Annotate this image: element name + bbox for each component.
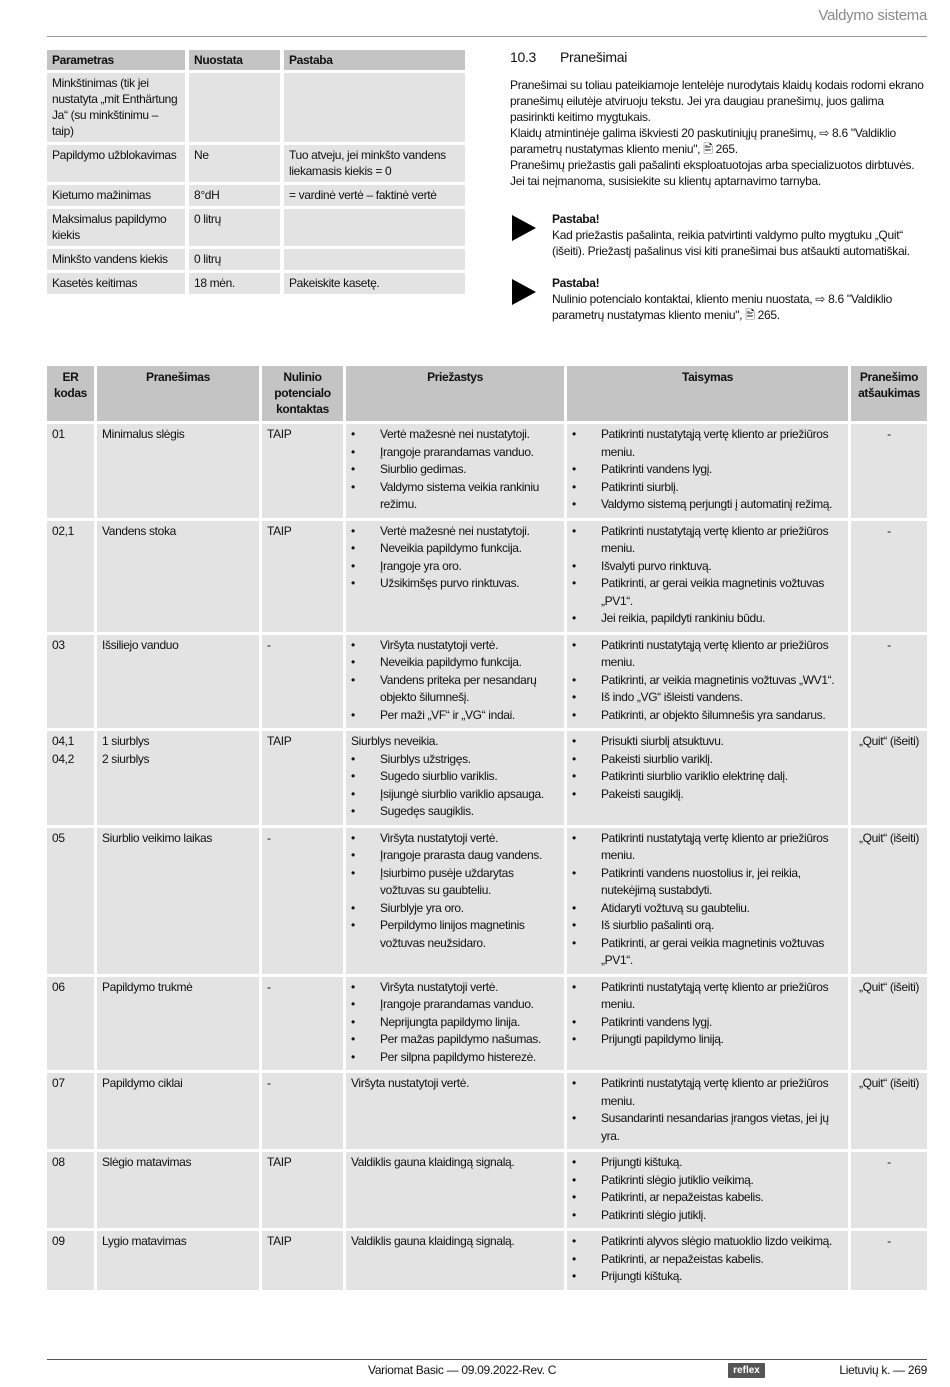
note-title: Pastaba! <box>552 212 600 226</box>
table-row <box>47 731 927 825</box>
list-item: • Viršyta nustatytoji vertė. <box>351 830 559 848</box>
section-number: 10.3 <box>510 49 537 65</box>
list-item: • Patikrinti vandens lygį. <box>572 461 843 479</box>
remedies-list <box>572 733 843 803</box>
settings-cell: Minkštinimas (tik jei nustatyta „mit Enthärtung Ja“ (su minkštinimu – taip) <box>47 73 189 142</box>
list-item: • Iš indo „VG“ išleisti vandens. <box>572 689 843 707</box>
acknowledge-cell: - <box>851 1231 927 1290</box>
cause-intro: Valdiklis gauna klaidingą signalą. <box>351 1234 515 1248</box>
settings-row <box>47 145 465 182</box>
list-item: • Patikrinti nustatytąją vertę kliento ar priežiūros meniu. <box>572 979 843 1014</box>
acknowledge-cell: „Quit“ (išeiti) <box>851 1073 927 1149</box>
list-item: • Vandens priteka per nesandarų objekto šilumnešį. <box>351 672 559 707</box>
settings-row <box>47 73 465 142</box>
list-item: • Patikrinti, ar nepažeistas kabelis. <box>572 1189 843 1207</box>
messages-table <box>47 363 927 1293</box>
note-text: Nulinio potencialo kontaktai, kliento meniu nuostata, ⇨ 8.6 "Valdiklio parametrų nustatymas kliento meniu", 🖹 265. <box>552 292 892 322</box>
list-item: • Per silpna papildymo histerezė. <box>351 1049 559 1067</box>
er-code: 08 <box>52 1155 65 1169</box>
page-header-title: Valdymo sistema <box>818 7 927 24</box>
list-item: • Patikrinti siurblį. <box>572 479 843 497</box>
message-cell <box>97 521 262 632</box>
settings-header-cell: Pastaba <box>284 50 465 70</box>
message-text: Lygio matavimas <box>102 1234 187 1248</box>
header-rule <box>47 36 927 37</box>
remedies-cell <box>567 424 851 518</box>
list-item: • Patikrinti slėgio jutiklio veikimą. <box>572 1172 843 1190</box>
remedies-list <box>572 523 843 628</box>
list-item: • Prisukti siurblį atsuktuvu. <box>572 733 843 751</box>
remedies-cell <box>567 977 851 1071</box>
section-paragraph: Pranešimai su toliau pateikiamoje lentelėje nurodytais klaidų kodais rodomi ekrano pranešimų eilutėje atviruoju tekstu. Jei yra daugiau pranešimų, juos galima pasirinkti keitimo mygtukais. <box>510 78 924 124</box>
acknowledge-cell: - <box>851 1152 927 1228</box>
list-item: • Valdymo sistema veikia rankiniu režimu. <box>351 479 559 514</box>
remedies-cell <box>567 1073 851 1149</box>
list-item: • Viršyta nustatytoji vertė. <box>351 637 559 655</box>
causes-cell <box>346 977 567 1071</box>
er-code: 09 <box>52 1234 65 1248</box>
causes-list <box>351 830 559 953</box>
section-paragraph: Pranešimų priežastis gali pašalinti eksploatuotojas arba specializuotos dirbtuvės. Jei tai neįmanoma, susisiekite su klientų aptarnavimo tarnyba. <box>510 158 915 188</box>
causes-cell <box>346 521 567 632</box>
acknowledge-cell: „Quit“ (išeiti) <box>851 977 927 1071</box>
list-item: • Jei reikia, papildyti rankiniu būdu. <box>572 610 843 628</box>
causes-list <box>351 523 559 593</box>
settings-header-cell: Parametras <box>47 50 189 70</box>
list-item: • Patikrinti nustatytąją vertę kliento ar priežiūros meniu. <box>572 637 843 672</box>
er-code-cell <box>47 1152 97 1228</box>
message-text: 2 siurblys <box>102 751 150 766</box>
cause-intro: Viršyta nustatytoji vertė. <box>351 1076 470 1090</box>
list-item: • Viršyta nustatytoji vertė. <box>351 979 559 997</box>
list-item: • Įrangoje prarandamas vanduo. <box>351 444 559 462</box>
footer-rule <box>47 1359 927 1360</box>
list-item: • Per maži „VF“ ir „VG“ indai. <box>351 707 559 725</box>
list-item: • Patikrinti, ar nepažeistas kabelis. <box>572 1251 843 1269</box>
settings-cell <box>284 73 465 142</box>
list-item: • Įsijungė siurblio variklio apsauga. <box>351 786 559 804</box>
list-item: • Patikrinti, ar gerai veikia magnetinis vožtuvas „PV1“. <box>572 575 843 610</box>
messages-header-cell: ER kodas <box>47 366 97 421</box>
contact-cell: - <box>262 828 346 974</box>
er-code: 05 <box>52 830 65 845</box>
list-item: • Neveikia papildymo funkcija. <box>351 540 559 558</box>
list-item: • Įsiurbimo pusėje uždarytas vožtuvas su gaubteliu. <box>351 865 559 900</box>
table-row <box>47 424 927 518</box>
list-item: • Sugedo siurblio variklis. <box>351 768 559 786</box>
message-cell <box>97 1152 262 1228</box>
settings-header-cell: Nuostata <box>189 50 284 70</box>
list-item: • Patikrinti, ar gerai veikia magnetinis vožtuvas „PV1“. <box>572 935 843 970</box>
cause-intro: Valdiklis gauna klaidingą signalą. <box>351 1155 515 1169</box>
message-text: Siurblio veikimo laikas <box>102 830 212 845</box>
list-item: • Patikrinti vandens nuostolius ir, jei reikia, nutekėjimą sustabdyti. <box>572 865 843 900</box>
settings-cell <box>284 209 465 246</box>
acknowledge-cell: - <box>851 521 927 632</box>
list-item: • Užsikimšęs purvo rinktuvas. <box>351 575 559 593</box>
er-code: 01 <box>52 427 65 441</box>
message-text: Išsiliejo vanduo <box>102 637 179 652</box>
list-item: • Įrangoje prarandamas vanduo. <box>351 996 559 1014</box>
settings-row <box>47 273 465 294</box>
er-code-cell <box>47 1231 97 1290</box>
causes-list <box>351 751 559 821</box>
note-box <box>510 211 928 259</box>
list-item: • Patikrinti nustatytąją vertę kliento ar priežiūros meniu. <box>572 426 843 461</box>
er-code-cell <box>47 424 97 518</box>
er-code-cell <box>47 828 97 974</box>
messages-header-row <box>47 366 927 421</box>
note-box <box>510 275 928 323</box>
causes-list <box>351 426 559 514</box>
er-code-cell <box>47 635 97 729</box>
remedies-list <box>572 1233 843 1286</box>
settings-cell: = vardinė vertė – faktinė vertė <box>284 185 465 206</box>
list-item: • Siurblio gedimas. <box>351 461 559 479</box>
er-code: 06 <box>52 979 65 994</box>
remedies-list <box>572 637 843 725</box>
messages-header-cell: Priežastys <box>346 366 567 421</box>
list-item: • Iš siurblio pašalinti orą. <box>572 917 843 935</box>
messages-header-cell: Nulinio potencialo kontaktas <box>262 366 346 421</box>
contact-cell: - <box>262 1073 346 1149</box>
causes-cell <box>346 635 567 729</box>
list-item: • Susandarinti nesandarias įrangos vietas, jei jų yra. <box>572 1110 843 1145</box>
settings-cell: 0 litrų <box>189 249 284 270</box>
er-code: 04,2 <box>52 751 74 766</box>
remedies-cell <box>567 828 851 974</box>
footer-page-number: Lietuvių k. — 269 <box>839 1363 927 1377</box>
list-item: • Atidaryti vožtuvą su gaubteliu. <box>572 900 843 918</box>
list-item: • Sugedęs saugiklis. <box>351 803 559 821</box>
acknowledge-cell: „Quit“ (išeiti) <box>851 828 927 974</box>
er-code: 02,1 <box>52 523 74 538</box>
remedies-cell <box>567 1152 851 1228</box>
table-row <box>47 977 927 1071</box>
list-item: • Išvalyti purvo rinktuvą. <box>572 558 843 576</box>
er-code: 03 <box>52 637 65 652</box>
reflex-logo: reflex <box>728 1363 765 1378</box>
remedies-cell <box>567 635 851 729</box>
causes-cell <box>346 1152 567 1228</box>
list-item: • Prijungti papildymo liniją. <box>572 1031 843 1049</box>
cause-intro: Siurblys neveikia. <box>351 734 439 748</box>
list-item: • Prijungti kištuką. <box>572 1268 843 1286</box>
settings-cell: Minkšto vandens kiekis <box>47 249 189 270</box>
contact-cell: TAIP <box>262 424 346 518</box>
settings-cell: Tuo atveju, jei minkšto vandens liekamasis kiekis = 0 <box>284 145 465 182</box>
er-code: 07 <box>52 1076 65 1090</box>
messages-header-cell: Pranešimo atšaukimas <box>851 366 927 421</box>
list-item: • Patikrinti siurblio variklio elektrinę dalį. <box>572 768 843 786</box>
causes-cell <box>346 424 567 518</box>
acknowledge-cell: - <box>851 424 927 518</box>
er-code-cell <box>47 977 97 1071</box>
list-item: • Prijungti kištuką. <box>572 1154 843 1172</box>
contact-cell: TAIP <box>262 731 346 825</box>
remedies-list <box>572 1154 843 1224</box>
remedies-list <box>572 979 843 1049</box>
causes-list <box>351 979 559 1067</box>
settings-cell: Kietumo mažinimas <box>47 185 189 206</box>
list-item: • Neveikia papildymo funkcija. <box>351 654 559 672</box>
message-cell <box>97 1073 262 1149</box>
remedies-cell <box>567 521 851 632</box>
footer-doc-info: Variomat Basic — 09.09.2022-Rev. C <box>368 1363 557 1377</box>
settings-cell: 0 litrų <box>189 209 284 246</box>
list-item: • Patikrinti, ar veikia magnetinis vožtuvas „WV1“. <box>572 672 843 690</box>
er-code-cell <box>47 521 97 632</box>
list-item: • Įrangoje prarasta daug vandens. <box>351 847 559 865</box>
causes-list <box>351 637 559 725</box>
message-cell <box>97 977 262 1071</box>
list-item: • Per mažas papildymo našumas. <box>351 1031 559 1049</box>
causes-cell <box>346 828 567 974</box>
er-code-cell <box>47 731 97 825</box>
remedies-cell <box>567 1231 851 1290</box>
remedies-cell <box>567 731 851 825</box>
settings-cell <box>189 73 284 142</box>
message-text: Minimalus slėgis <box>102 427 185 441</box>
list-item: • Siurblyje yra oro. <box>351 900 559 918</box>
table-row <box>47 1073 927 1149</box>
note-text: Kad priežastis pašalinta, reikia patvirtinti valdymo pulto mygtuku „Quit“ (išeiti). Priežastį pašalinus visi kiti pranešimai bus atšaukti automatiškai. <box>552 228 910 258</box>
settings-cell: Pakeiskite kasetę. <box>284 273 465 294</box>
causes-cell <box>346 1231 567 1290</box>
list-item: • Valdymo sistemą perjungti į automatinį režimą. <box>572 496 843 514</box>
contact-cell: TAIP <box>262 1152 346 1228</box>
message-cell <box>97 424 262 518</box>
settings-row <box>47 249 465 270</box>
message-cell <box>97 731 262 825</box>
contact-cell: TAIP <box>262 1231 346 1290</box>
er-code: 04,1 <box>52 734 74 748</box>
settings-header-row <box>47 50 465 70</box>
table-row <box>47 828 927 974</box>
list-item: • Patikrinti nustatytąją vertę kliento ar priežiūros meniu. <box>572 830 843 865</box>
settings-table <box>47 47 465 297</box>
er-code-cell <box>47 1073 97 1149</box>
list-item: • Patikrinti slėgio jutiklį. <box>572 1207 843 1225</box>
settings-row <box>47 209 465 246</box>
table-row <box>47 521 927 632</box>
settings-cell: Maksimalus papildymo kiekis <box>47 209 189 246</box>
settings-cell: Papildymo užblokavimas <box>47 145 189 182</box>
settings-cell: Ne <box>189 145 284 182</box>
message-cell <box>97 635 262 729</box>
list-item: • Pakeisti siurblio variklį. <box>572 751 843 769</box>
settings-cell <box>284 249 465 270</box>
list-item: • Vertė mažesnė nei nustatytoji. <box>351 426 559 444</box>
contact-cell: - <box>262 977 346 1071</box>
table-row <box>47 1152 927 1228</box>
list-item: • Neprijungta papildymo linija. <box>351 1014 559 1032</box>
list-item: • Perpildymo linijos magnetinis vožtuvas neužsidaro. <box>351 917 559 952</box>
remedies-list <box>572 1075 843 1145</box>
messages-header-cell: Taisymas <box>567 366 851 421</box>
message-cell <box>97 1231 262 1290</box>
list-item: • Pakeisti saugiklį. <box>572 786 843 804</box>
settings-row <box>47 185 465 206</box>
list-item: • Patikrinti alyvos slėgio matuoklio lizdo veikimą. <box>572 1233 843 1251</box>
message-text: Vandens stoka <box>102 523 176 538</box>
section-heading <box>510 49 928 65</box>
acknowledge-cell: „Quit“ (išeiti) <box>851 731 927 825</box>
settings-cell: 18 mėn. <box>189 273 284 294</box>
causes-cell <box>346 1073 567 1149</box>
messages-section <box>510 49 928 323</box>
causes-cell <box>346 731 567 825</box>
contact-cell: - <box>262 635 346 729</box>
settings-cell: 8°dH <box>189 185 284 206</box>
list-item: • Patikrinti nustatytąją vertę kliento ar priežiūros meniu. <box>572 1075 843 1110</box>
list-item: • Vertė mažesnė nei nustatytoji. <box>351 523 559 541</box>
list-item: • Įrangoje yra oro. <box>351 558 559 576</box>
list-item: • Patikrinti nustatytąją vertę kliento ar priežiūros meniu. <box>572 523 843 558</box>
table-row <box>47 1231 927 1290</box>
message-text: Papildymo trukmė <box>102 979 193 994</box>
remedies-list <box>572 830 843 970</box>
note-arrow-icon <box>512 279 536 305</box>
settings-cell: Kasetės keitimas <box>47 273 189 294</box>
table-row <box>47 635 927 729</box>
message-cell <box>97 828 262 974</box>
messages-header-cell: Pranešimas <box>97 366 262 421</box>
list-item: • Siurblys užstrigęs. <box>351 751 559 769</box>
list-item: • Patikrinti vandens lygį. <box>572 1014 843 1032</box>
acknowledge-cell: - <box>851 635 927 729</box>
note-arrow-icon <box>512 215 536 241</box>
message-text: 1 siurblys <box>102 734 150 748</box>
section-title: Pranešimai <box>560 49 628 65</box>
section-paragraph: Klaidų atmintinėje galima iškviesti 20 paskutiniųjų pranešimų, ⇨ 8.6 "Valdiklio parametrų nustatymas kliento meniu", 🖹 265. <box>510 126 896 156</box>
remedies-list <box>572 426 843 514</box>
list-item: • Patikrinti, ar objekto šilumnešis yra sandarus. <box>572 707 843 725</box>
contact-cell: TAIP <box>262 521 346 632</box>
note-title: Pastaba! <box>552 276 600 290</box>
message-text: Papildymo ciklai <box>102 1076 183 1090</box>
message-text: Slėgio matavimas <box>102 1155 192 1169</box>
